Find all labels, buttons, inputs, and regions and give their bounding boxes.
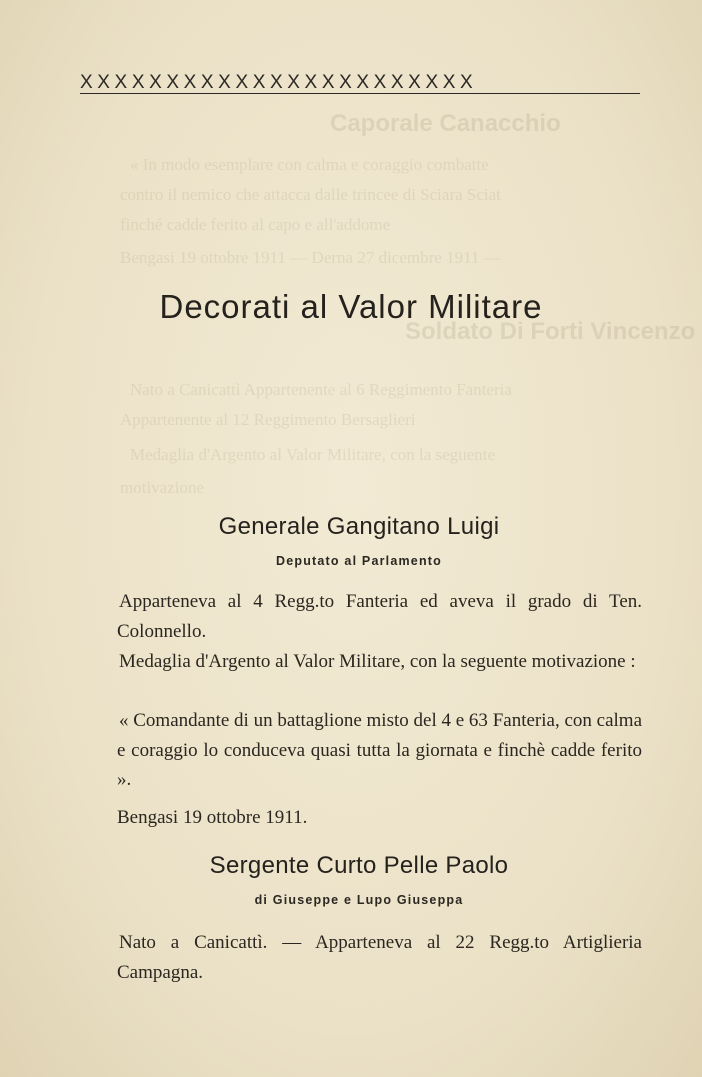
page-title: Decorati al Valor Militare: [159, 288, 543, 325]
bleed-through-text: Nato a Canicattì Appartenente al 6 Reggimento Fanteria: [130, 380, 512, 399]
entry-heading: Generale Gangitano Luigi: [218, 513, 500, 540]
paragraph-text: Apparteneva al 4 Regg.to Fanteria ed aveva il grado di Ten. Colonnello.: [117, 591, 642, 642]
bleed-through-text: Bengasi 19 ottobre 1911 — Derna 27 dicembre 1911 —: [120, 248, 501, 267]
entry-subtitle: di Giuseppe e Lupo Giuseppa: [254, 893, 464, 907]
bleed-through-text: Medaglia d'Argento al Valor Militare, con la seguente: [130, 445, 495, 464]
entry-paragraph: [117, 587, 642, 646]
entry-date: Bengasi 19 ottobre 1911.: [117, 807, 308, 828]
bleed-through-text: Soldato Di Forti Vincenzo: [405, 318, 696, 345]
entry-heading: Sergente Curto Pelle Paolo: [209, 852, 509, 879]
paragraph-text: « Comandante di un battaglione misto del 4 e 63 Fanteria, con calma e coraggio lo conduceva quasi tutta la giornata e finchè cadde ferito ».: [117, 710, 642, 790]
entry-subtitle: Deputato al Parlamento: [275, 554, 442, 568]
bleed-through-text: contro il nemico che attacca dalle trincee di Sciara Sciat: [120, 185, 501, 204]
bleed-through-text: « In modo esemplare con calma e coraggio combatte: [130, 155, 489, 174]
bleed-through-text: motivazione: [120, 478, 205, 497]
entry-paragraph: [117, 647, 642, 677]
entry-paragraph: [117, 706, 642, 795]
decorative-x-border: XXXXXXXXXXXXXXXXXXXXXXX: [80, 73, 640, 94]
bleed-through-text: Caporale Canacchio: [330, 110, 561, 137]
entry-paragraph: [117, 928, 642, 987]
paragraph-text: Medaglia d'Argento al Valor Militare, con la seguente motivazione :: [119, 651, 636, 672]
bleed-through-text: Appartenente al 12 Reggimento Bersaglieri: [120, 410, 416, 429]
bleed-through-text: finché cadde ferito al capo e all'addome: [120, 215, 391, 234]
paragraph-text: Nato a Canicattì. — Apparteneva al 22 Regg.to Artiglieria Campagna.: [117, 932, 642, 983]
